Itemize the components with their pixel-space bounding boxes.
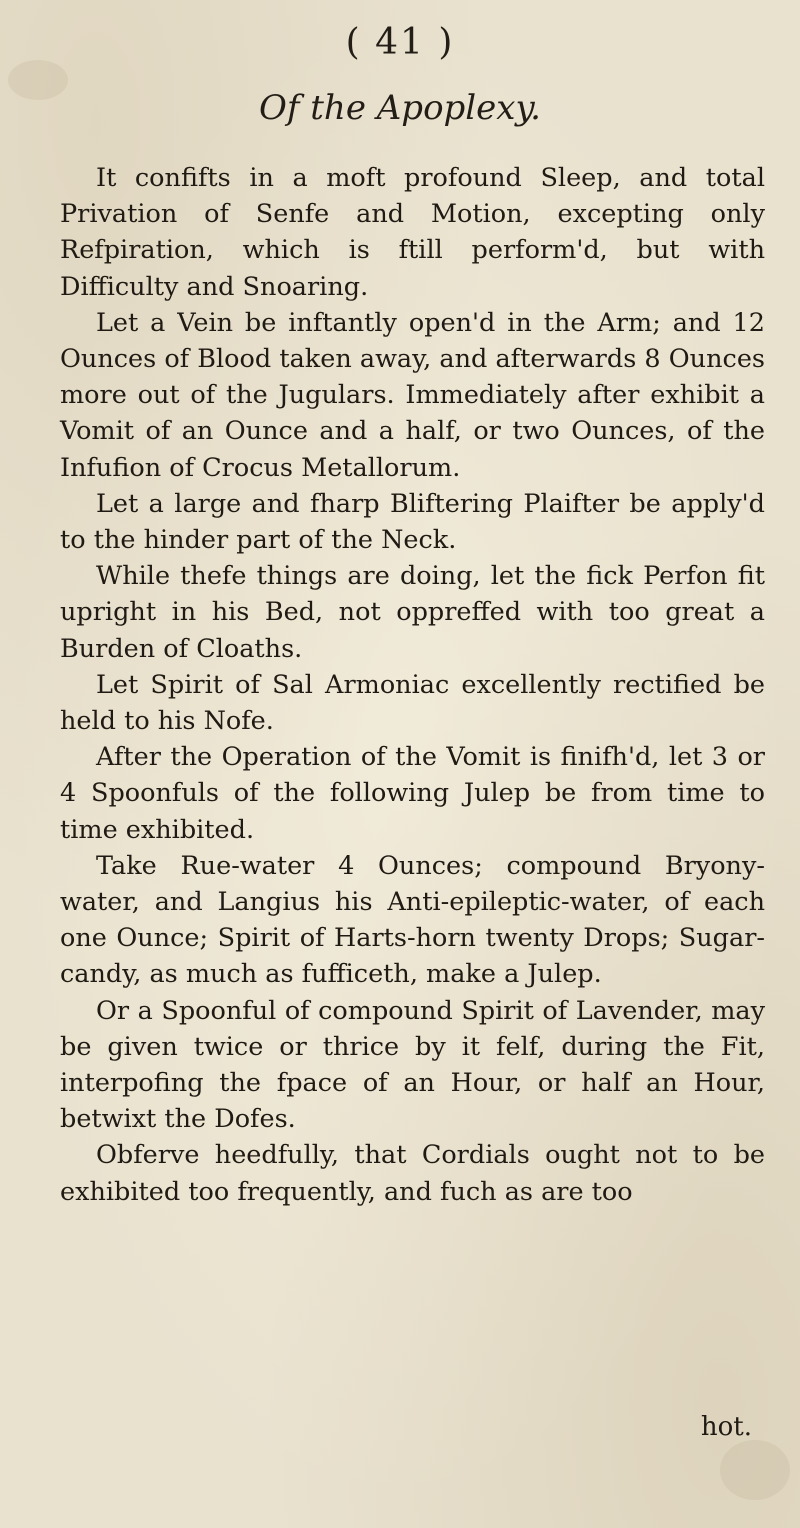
- paper-stain: [720, 1440, 790, 1500]
- running-head: Of the Apoplexy.: [259, 88, 541, 128]
- paragraph: Obferve heedfully, that Cordials ought not to be exhibited too frequently, and fuch as are too: [60, 1140, 765, 1207]
- paragraph: Take Rue-water 4 Ounces; compound Bryony-water, and Langius his Anti-epileptic-water, of each one Ounce; Spirit of Harts-horn twenty Drops; Sugar-candy, as much as fufficeth, make a Julep.: [60, 850, 765, 990]
- paragraph: It confifts in a moft profound Sleep, and total Privation of Senfe and Motion, excepting only Refpiration, which is ftill perform'd, but with Difficulty and Snoaring.: [60, 163, 765, 302]
- paragraph: After the Operation of the Vomit is finifh'd, let 3 or 4 Spoonfuls of the following Julep be from time to time exhibited.: [60, 742, 765, 845]
- body-text: [60, 160, 765, 1210]
- paragraph: Or a Spoonful of compound Spirit of Lavender, may be given twice or thrice by it felf, during the Fit, interpofing the fpace of an Hour, or half an Hour, betwixt the Dofes.: [60, 995, 765, 1135]
- paragraph: Let a large and fharp Bliftering Plaifter be apply'd to the hinder part of the Neck.: [60, 488, 765, 556]
- paragraph: Let a Vein be inftantly open'd in the Arm; and 12 Ounces of Blood taken away, and afterwards 8 Ounces more out of the Jugulars. Immediately after exhibit a Vomit of an Ounce and a half, or two Ounces, of the Infufion of Crocus Metallorum.: [60, 307, 765, 483]
- page-number: ( 41 ): [345, 22, 455, 63]
- paragraph: Let Spirit of Sal Armoniac excellently rectified be held to his Nofe.: [60, 669, 765, 737]
- paragraph: While thefe things are doing, let the fick Perfon fit upright in his Bed, not oppreffed with too great a Burden of Cloaths.: [60, 561, 765, 664]
- catchword: hot.: [700, 1412, 752, 1442]
